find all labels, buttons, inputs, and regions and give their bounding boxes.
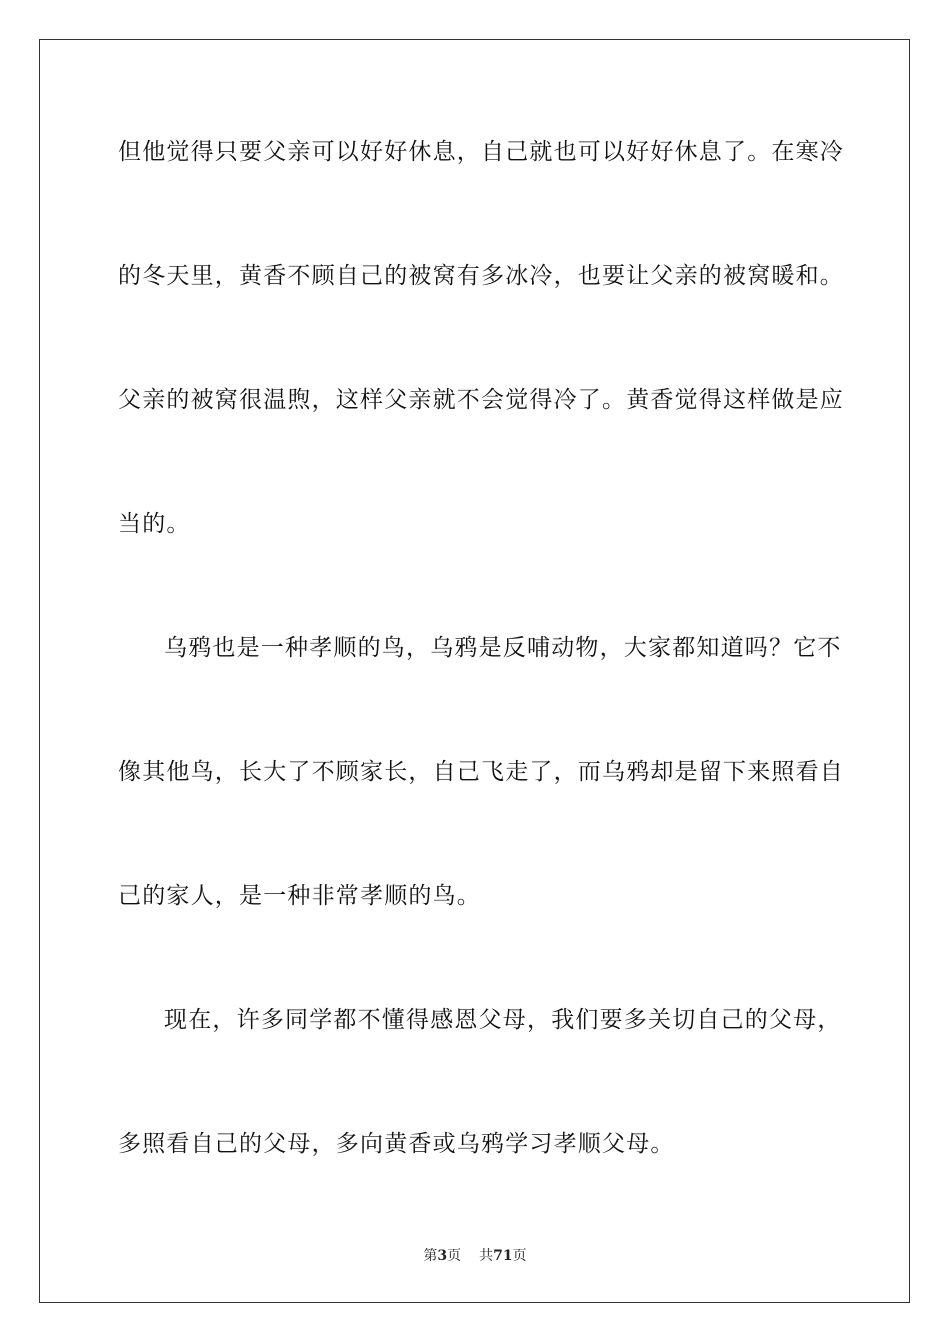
page-suffix: 页 xyxy=(447,1248,462,1264)
body-line-7: 己的家人，是一种非常孝顺的鸟。 xyxy=(118,883,481,909)
body-line-4: 当的。 xyxy=(118,511,191,537)
page-footer xyxy=(0,1247,950,1265)
body-line-3: 父亲的被窝很温煦，这样父亲就不会觉得冷了。黄香觉得这样做是应 xyxy=(118,387,844,413)
total-pages: 71 xyxy=(493,1248,513,1264)
body-line-1: 但他觉得只要父亲可以好好休息，自己就也可以好好休息了。在寒冷 xyxy=(118,139,844,165)
total-suffix: 页 xyxy=(512,1248,527,1264)
body-line-6: 像其他鸟，长大了不顾家长，自己飞走了，而乌鸦却是留下来照看自 xyxy=(118,759,844,785)
total-prefix: 共 xyxy=(479,1248,494,1264)
body-line-2: 的冬天里，黄香不顾自己的被窝有多冰冷，也要让父亲的被窝暖和。 xyxy=(118,263,844,289)
page-prefix: 第 xyxy=(423,1248,438,1264)
page-number: 3 xyxy=(437,1248,448,1264)
page-border xyxy=(39,39,910,1303)
body-line-9: 多照看自己的父母，多向黄香或乌鸦学习孝顺父母。 xyxy=(118,1131,675,1157)
body-line-8: 现在，许多同学都不懂得感恩父母，我们要多关切自己的父母， xyxy=(164,1007,842,1033)
body-line-5: 乌鸦也是一种孝顺的鸟，乌鸦是反哺动物，大家都知道吗？它不 xyxy=(164,635,842,661)
